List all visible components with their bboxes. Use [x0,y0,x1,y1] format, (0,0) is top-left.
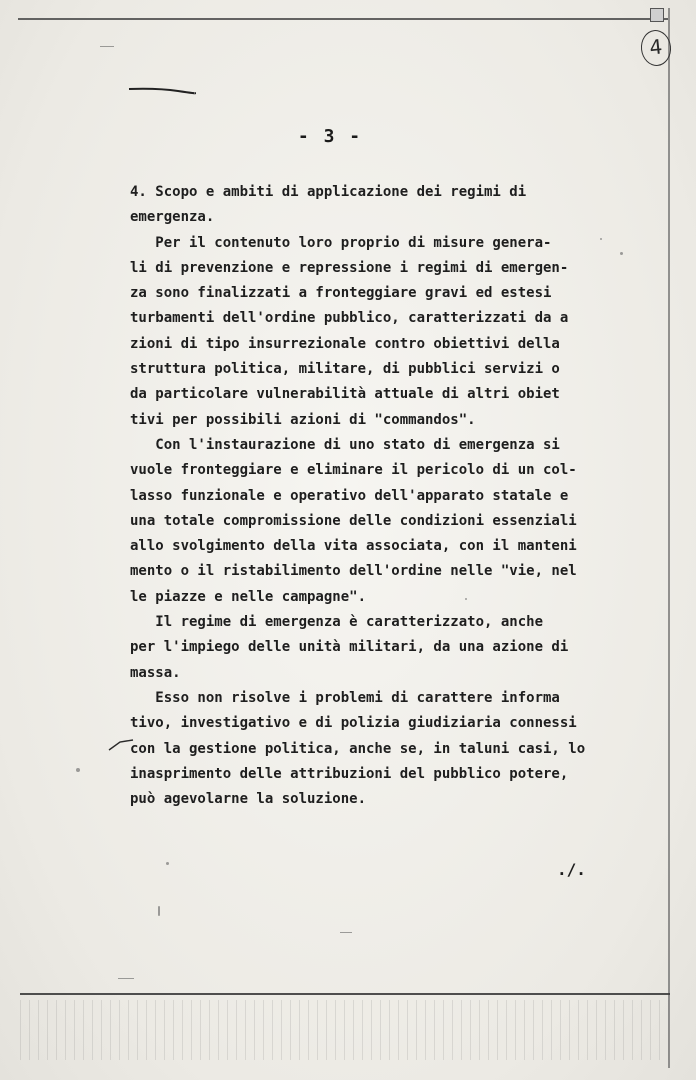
text-line: Esso non risolve i problemi di carattere informa [130,689,560,706]
text-line: tivo, investigativo e di polizia giudiziaria connessi [130,715,577,732]
scan-speck [465,598,467,600]
text-line: le piazze e nelle campagne". [130,588,367,605]
scan-noise-band [20,1000,670,1060]
text-line: Il regime di emergenza è caratterizzato, anche [130,614,544,631]
scan-speck [620,252,623,255]
text-line: inasprimento delle attribuzioni del pubblico potere, [130,765,569,782]
text-line: una totale compromissione delle condizioni essenziali [130,512,577,529]
text-line: tivi per possibili azioni di "commandos". [130,411,476,428]
scan-speck [100,46,114,47]
corner-stamp-mark [650,8,664,22]
text-line: allo svolgimento della vita associata, con il manteni [130,538,577,555]
text-line: con la gestione politica, anche se, in taluni casi, lo [130,740,586,757]
text-line: Per il contenuto loro proprio di misure genera- [130,234,552,251]
text-line: vuole fronteggiare e eliminare il pericolo di un col- [130,462,577,479]
text-line: massa. [130,664,181,681]
text-line: li di prevenzione e repressione i regimi di emergen- [130,259,569,276]
top-rule-line [18,18,668,20]
scan-speck [600,238,602,240]
page-number: - 3 - [297,126,363,147]
scan-speck [340,932,352,933]
handwritten-stroke-mark [128,86,196,96]
scan-speck [166,862,169,865]
text-line: turbamenti dell'ordine pubblico, caratterizzati da a [130,310,569,327]
scan-speck [118,978,134,979]
continuation-mark: ./. [557,860,586,879]
section-heading-line: emergenza. [130,209,215,226]
circled-page-annotation: 4 [639,29,673,68]
text-line: Con l'instaurazione di uno stato di emergenza si [130,436,560,453]
text-line: può agevolarne la soluzione. [130,791,367,808]
text-line: per l'impiego delle unità militari, da una azione di [130,639,569,656]
section-heading-line: 4. Scopo e ambiti di applicazione dei regimi di [130,184,527,200]
document-body [130,180,590,812]
margin-pen-mark [108,738,134,752]
scan-speck [158,906,160,916]
text-line: za sono finalizzati a fronteggiare gravi ed estesi [130,285,552,302]
scan-speck [76,768,80,772]
text-line: da particolare vulnerabilità attuale di altri obiet [130,386,560,403]
text-line: struttura politica, militare, di pubblici servizi o [130,361,560,378]
text-line: mento o il ristabilimento dell'ordine nelle "vie, nel [130,563,577,580]
text-line: lasso funzionale e operativo dell'apparato statale e [130,487,569,504]
right-edge-line [668,8,670,1068]
bottom-rule-line [20,993,670,995]
text-line: zioni di tipo insurrezionale contro obiettivi della [130,335,560,352]
